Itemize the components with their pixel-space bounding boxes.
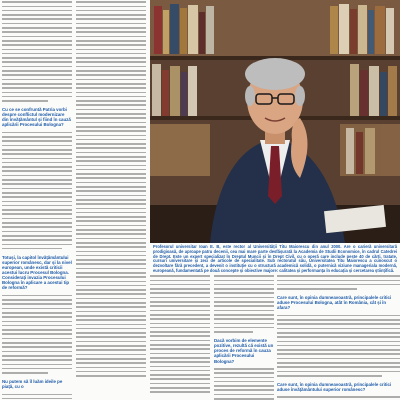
second-column [76,0,146,400]
lower-middle-text-b [214,274,274,334]
photo-caption: Profesorul universitar Ioan E. B, este rector al Universității Titu Maiorescu din anul 2000. Are o carieră universitară prodigioasă, de aproape patru decenii, cea mai mare parte desfășurată la Academia de Studii Economice, în cadrul Catedrei de Drept. Este un expert specializat în Dreptul Muncii și în Drept Civil, cu o operă care include peste 40 de cărți, tratate, cursuri universitare și zeci de articole de specialitate. Sub rectoratul său, Universitatea Titu Maiorescu a cunoscut o dezvoltare fără precedent, a devenit o instituție cu o structură academică solidă, o puternică viziune manageriala modernă, europeană, fundamentată pe două concepte și obiective majore: calitatea și performanța în educația și cercetarea științifică. [150,243,400,274]
left-text-block-1 [2,0,72,103]
lower-middle-text-c [214,367,274,400]
interview-question: Care sunt, în opinia dumneavoastră, principalele critici aduse învățământului superior românesc? [277,381,392,393]
lower-right-text-b [277,313,400,377]
interview-question: Cu ce se confruntă Patria vorbi despre conflictul modernizare din învățământul și fiind în cauză aplicării Procesului Bologna? [2,107,71,128]
left-column [2,0,72,400]
lower-right-column [277,274,400,400]
interview-question: Care sunt, în opinia dumneavoastră, principalele critici aduse Procesului Bologna, atât în România, cât și în afara? [277,295,392,311]
left-text-block-2 [2,131,72,251]
interview-question: Totuși, la capitol învățământului superior românesc, dar și la nivel european, unde există criticii acestui lucru Procesul Bologna. Considerați invazia Procesului Bologna în aplicare a acestui tip de reformă? [2,254,72,291]
lower-middle-text-a [150,274,210,400]
left-text-block-4 [2,392,72,400]
lower-right-text-a [277,274,400,291]
second-text-block [76,0,146,378]
left-text-block-3 [2,293,72,375]
interview-question: Dacă vorbim de elemente pozitive, rezultă că există un proces de reformă în cauza aplicării Procesului Bologna? [214,338,274,364]
interview-question: Nu putem să îl luăm ideile pe piață, cu o [2,379,63,390]
lower-middle-column [150,274,274,400]
rector-portrait-photo [150,0,400,243]
lower-right-text-c [277,395,400,400]
